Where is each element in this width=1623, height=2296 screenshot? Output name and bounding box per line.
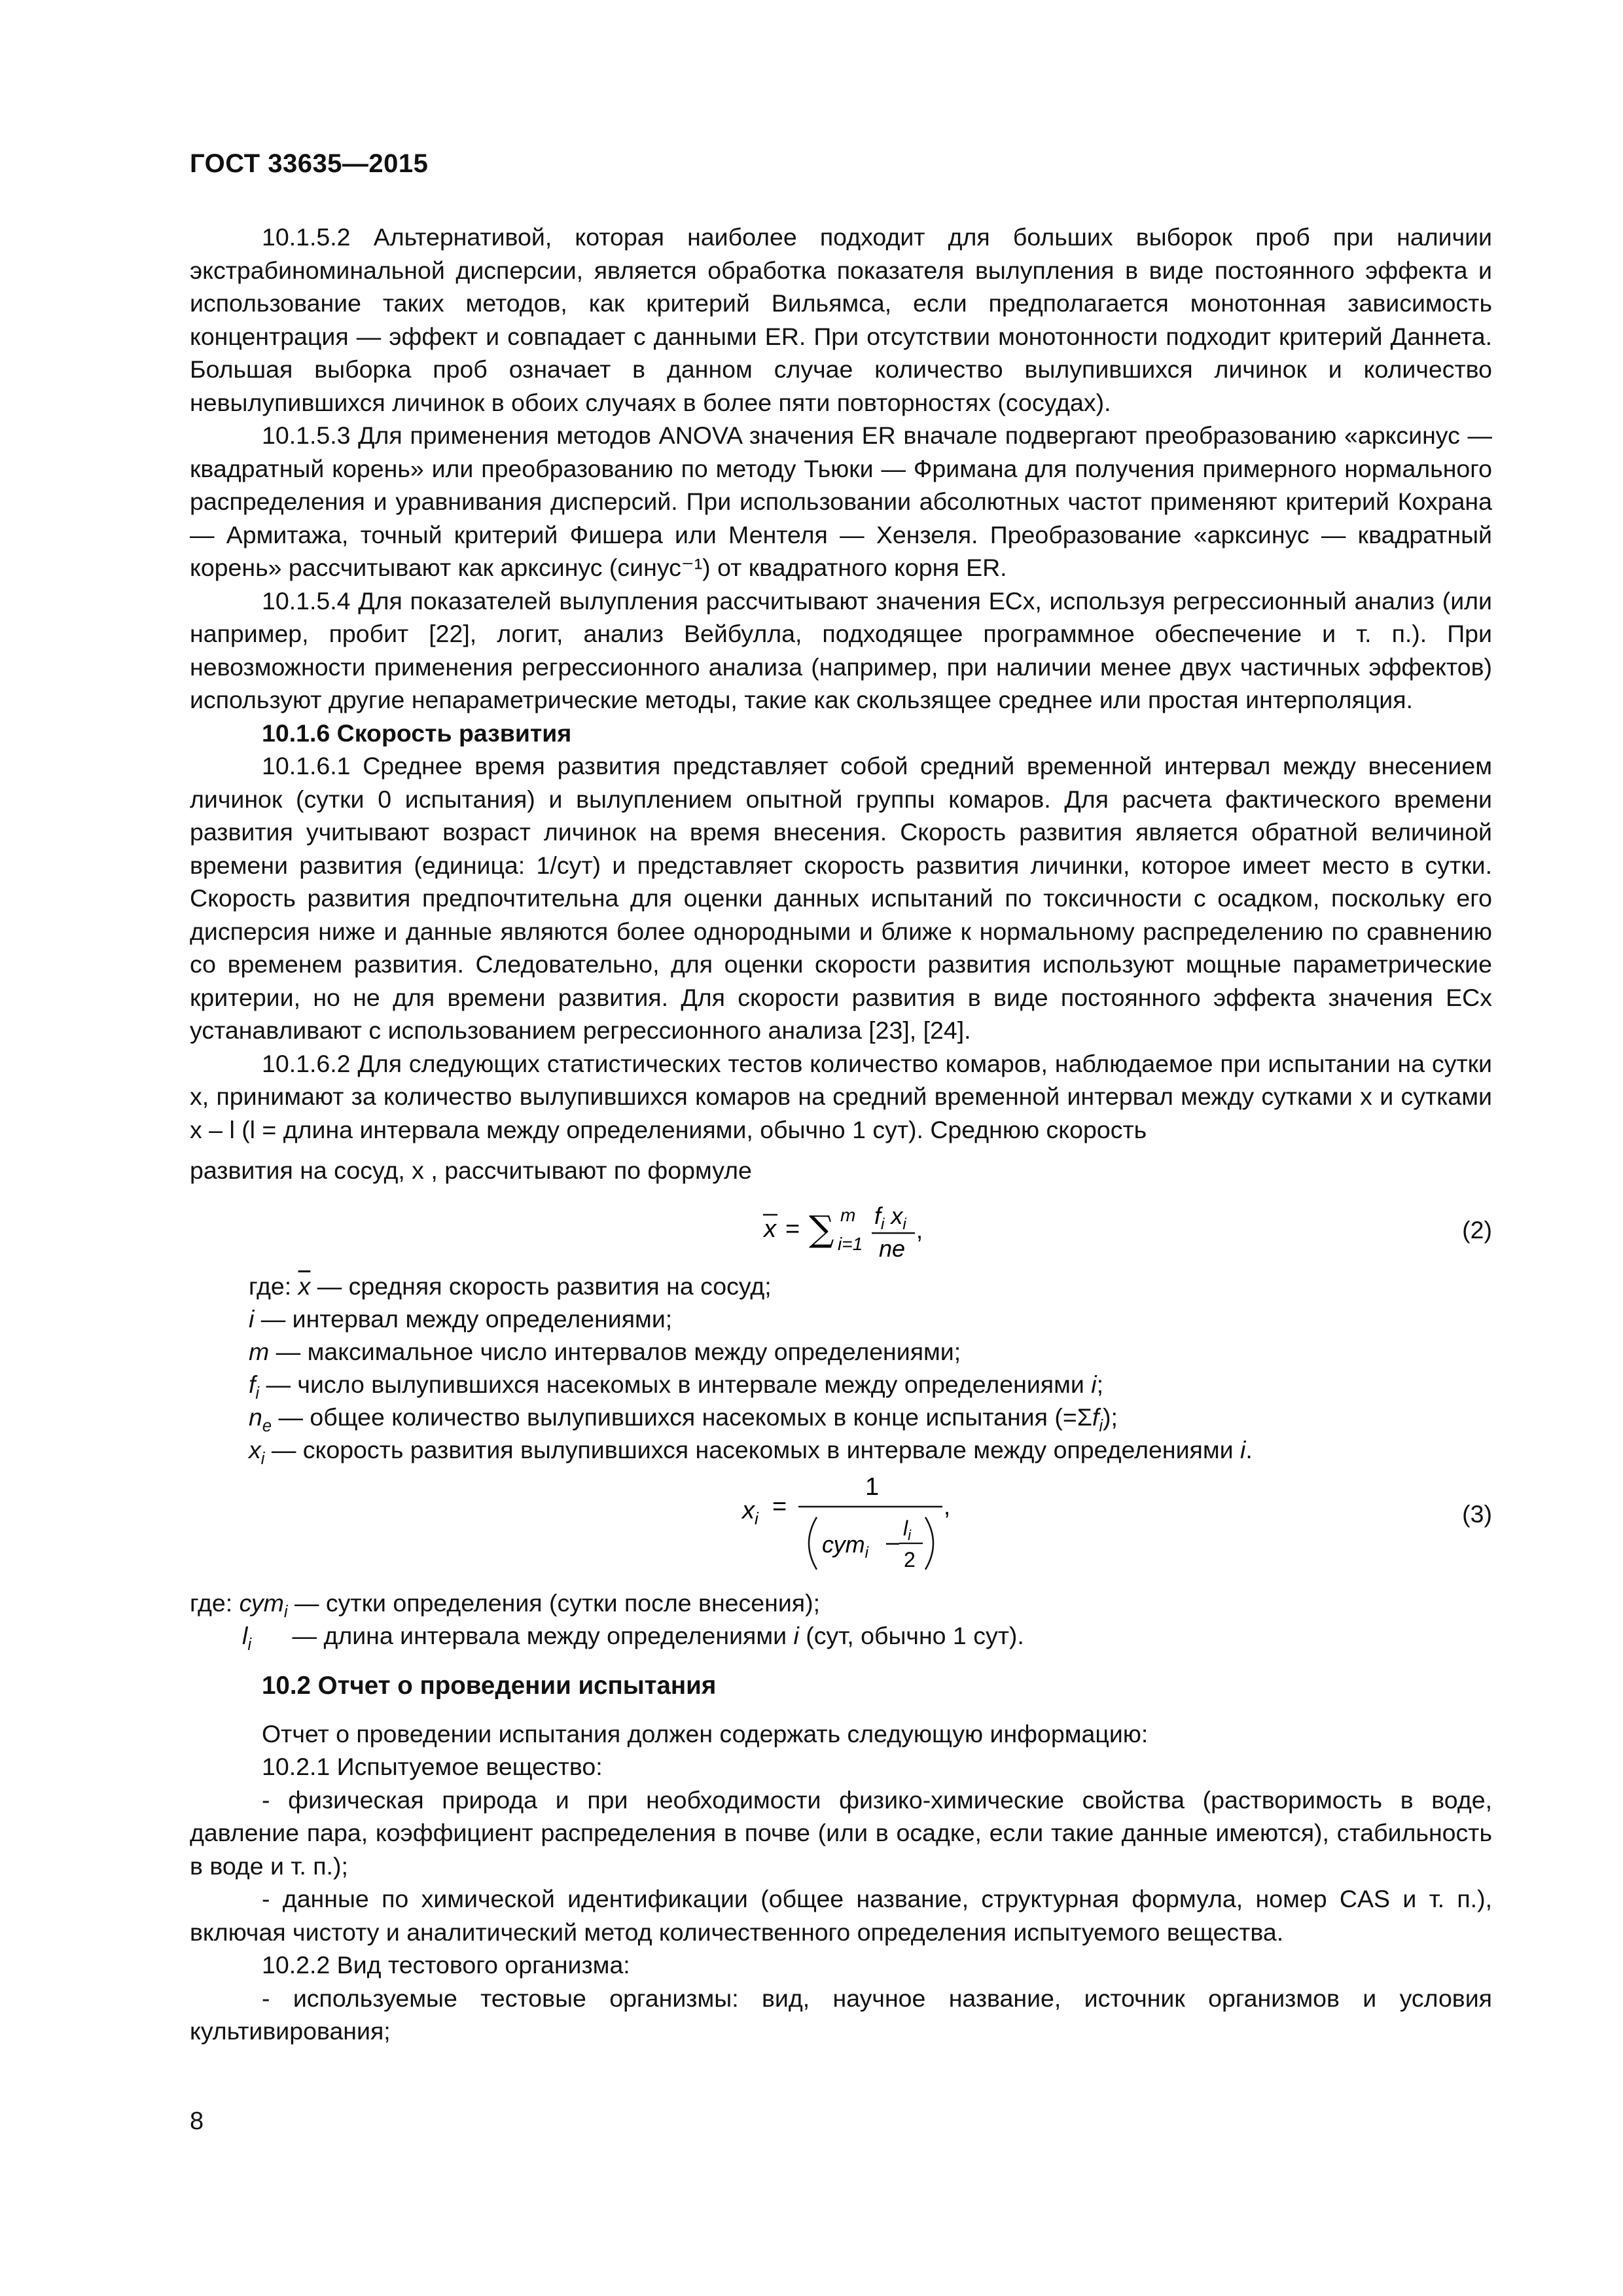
formula-intro: развития на сосуд, x , рассчитывают по формуле <box>190 1157 752 1184</box>
paragraph-10-2-2: 10.2.2 Вид тестового организма: <box>262 1951 630 1979</box>
document-body <box>190 221 1492 2048</box>
legend-2-item-4: $n_e$ — общее количество вылупившихся насекомых в конце испытания $(=\Sigma f_i)$; <box>249 1403 1118 1435</box>
formula-3 <box>190 1471 1492 1581</box>
page-number: 8 <box>190 2108 204 2135</box>
list-item-10-2-1-a: - физическая природа и при необходимости физико-химические свойства (растворимость в воде, давление пара, коэффициент распределения в почве (или в осадке, если такие данные имеются), стабильность в воде и т. п.); <box>190 1785 1492 1880</box>
formula-3-number: (3) <box>1462 1499 1492 1528</box>
section-heading-10-2: 10.2 Отчет о проведении испытания <box>262 1671 717 1700</box>
formula-2-lower: i=1 <box>838 1233 863 1254</box>
list-item-10-2-2-a: - используемые тестовые организмы: вид, научное название, источник организмов и условия культивирования; <box>190 1984 1492 2045</box>
formula-3-graphic <box>190 1471 1492 1581</box>
legend-2-item-5: $x_i$ — скорость развития вылупившихся насекомых в интервале между определениями i. <box>249 1435 1253 1468</box>
paragraph-10-1-6-1: 10.1.6.1 Среднее время развития представляет собой средний временной интервал между внесением личинок (сутки 0 испытания) и вылуплением опытной группы комаров. Для расчета фактического времени развития учитывают возраст личинок на время внесения. Скорость развития является обратной величиной времени развития (единица: 1/сут) и представляет скорость развития личинки, которое имеет место в сутки. Скорость развития предпочтительна для оценки данных испытаний по токсичности с осадком, поскольку его дисперсия ниже и данные являются более однородными и ближе к нормальному распределению по сравнению со временем развития. Следовательно, для оценки скорости развития используют мощные параметрические критерии, но не для времени развития. Для скорости развития в виде постоянного эффекта значения ECx устанавливают с использованием регрессионного анализа [23], [24]. <box>190 752 1492 1044</box>
formula-3-den-left: сут$_i$ <box>822 1530 868 1562</box>
formula-2-graphic <box>190 1193 1492 1265</box>
document-header: ГОСТ 33635—2015 <box>190 149 429 178</box>
formula-3-legend <box>190 1587 1492 1652</box>
paragraph-10-1-6-2: 10.1.6.2 Для следующих статистических тестов количество комаров, наблюдаемое при испытании на сутки x, принимают за количество вылупившихся комаров на средний временной интервал между сутками x и сутками x – l (l = длина интервала между определениями, обычно 1 сут). Среднюю скорость <box>190 1049 1492 1143</box>
section-heading-10-1-6: 10.1.6 Скорость развития <box>262 719 572 747</box>
formula-3-minus: – <box>886 1528 900 1555</box>
formula-2-legend <box>190 1270 1492 1466</box>
paragraph-10-1-5-3: 10.1.5.3 Для применения методов ANOVA значения ER вначале подвергают преобразованию «арксинус — квадратный корень» или преобразованию по методу Тьюки — Фримана для получения примерного нормального распределения и уравнивания дисперсий. При использовании абсолютных частот применяют критерий Кохрана — Армитажа, точный критерий Фишера или Ментеля — Хензеля. Преобразование «арксинус — квадратный корень» рассчитывают как арксинус (синус⁻¹) от квадратного корня ER. <box>190 422 1492 581</box>
legend-3-item-0: где: сут$_i$ — сутки определения (сутки после внесения); <box>190 1588 820 1621</box>
formula-2-equals: = <box>785 1215 800 1243</box>
formula-3-lhs: $x_i$ <box>742 1496 758 1528</box>
legend-2-item-3: $f_i$ — число вылупившихся насекомых в интервале между определениями i; <box>249 1370 1103 1403</box>
legend-2-item-0: где: $\overline{x}$ — средняя скорость развития на сосуд; <box>249 1272 772 1300</box>
list-item-10-2-1-b: - данные по химической идентификации (общее название, структурная формула, номер CAS и т. п.), включая чистоту и аналитический метод количественного определения испытуемого вещества. <box>190 1885 1492 1946</box>
formula-2 <box>190 1193 1492 1265</box>
paragraph-10-1-5-4: 10.1.5.4 Для показателей вылупления рассчитывают значения ECx, используя регрессионный анализ (или например, пробит [22], логит, анализ Вейбулла, подходящее программное обеспечение и т. п.). При невозможности применения регрессионного анализа (например, при наличии менее двух частичных эффектов) используют другие непараметрические методы, такие как скользящее среднее или простая интерполяция. <box>190 586 1492 713</box>
legend-2-item-1: i — интервал между определениями; <box>249 1304 673 1333</box>
report-intro: Отчет о проведении испытания должен содержать следующую информацию: <box>262 1719 1149 1748</box>
formula-2-number: (2) <box>1462 1215 1492 1244</box>
legend-3-item-1: $l_i$ — длина интервала между определениями i (сут, обычно 1 сут). <box>242 1621 1024 1654</box>
legend-2-item-2: m — максимальное число интервалов между определениями; <box>249 1337 961 1365</box>
formula-2-comma: , <box>916 1216 923 1244</box>
paragraph-10-1-5-2: 10.1.5.2 Альтернативой, которая наиболее подходит для больших выборок проб при наличии экстрабиноминальной дисперсии, является обработка показателя вылупления в виде постоянного эффекта и использование таких методов, как критерий Вильямса, если предполагается монотонная зависимость концентрация — эффект и совпадает с данными ER. При отсутствии монотонности подходит критерий Даннета. Большая выборка проб означает в данном случае количество вылупившихся личинок и количество невылупившихся личинок в обоих случаях в более пяти повторностях (сосудах). <box>190 223 1492 416</box>
formula-2-lhs: x <box>764 1215 776 1243</box>
formula-3-numerator: 1 <box>865 1473 880 1501</box>
formula-2-sum-icon: ∑ <box>809 1208 834 1249</box>
formula-2-upper: m <box>840 1204 856 1225</box>
formula-3-equals: = <box>772 1492 787 1520</box>
formula-2-denominator: ne <box>879 1234 906 1262</box>
formula-3-frac-num: $l_i$ <box>903 1516 911 1543</box>
formula-3-comma: , <box>944 1492 951 1520</box>
formula-3-frac-den: 2 <box>904 1547 916 1571</box>
formula-2-numerator: $f_i$ $x_i$ <box>874 1202 906 1233</box>
paragraph-10-2-1: 10.2.1 Испытуемое вещество: <box>262 1753 603 1780</box>
